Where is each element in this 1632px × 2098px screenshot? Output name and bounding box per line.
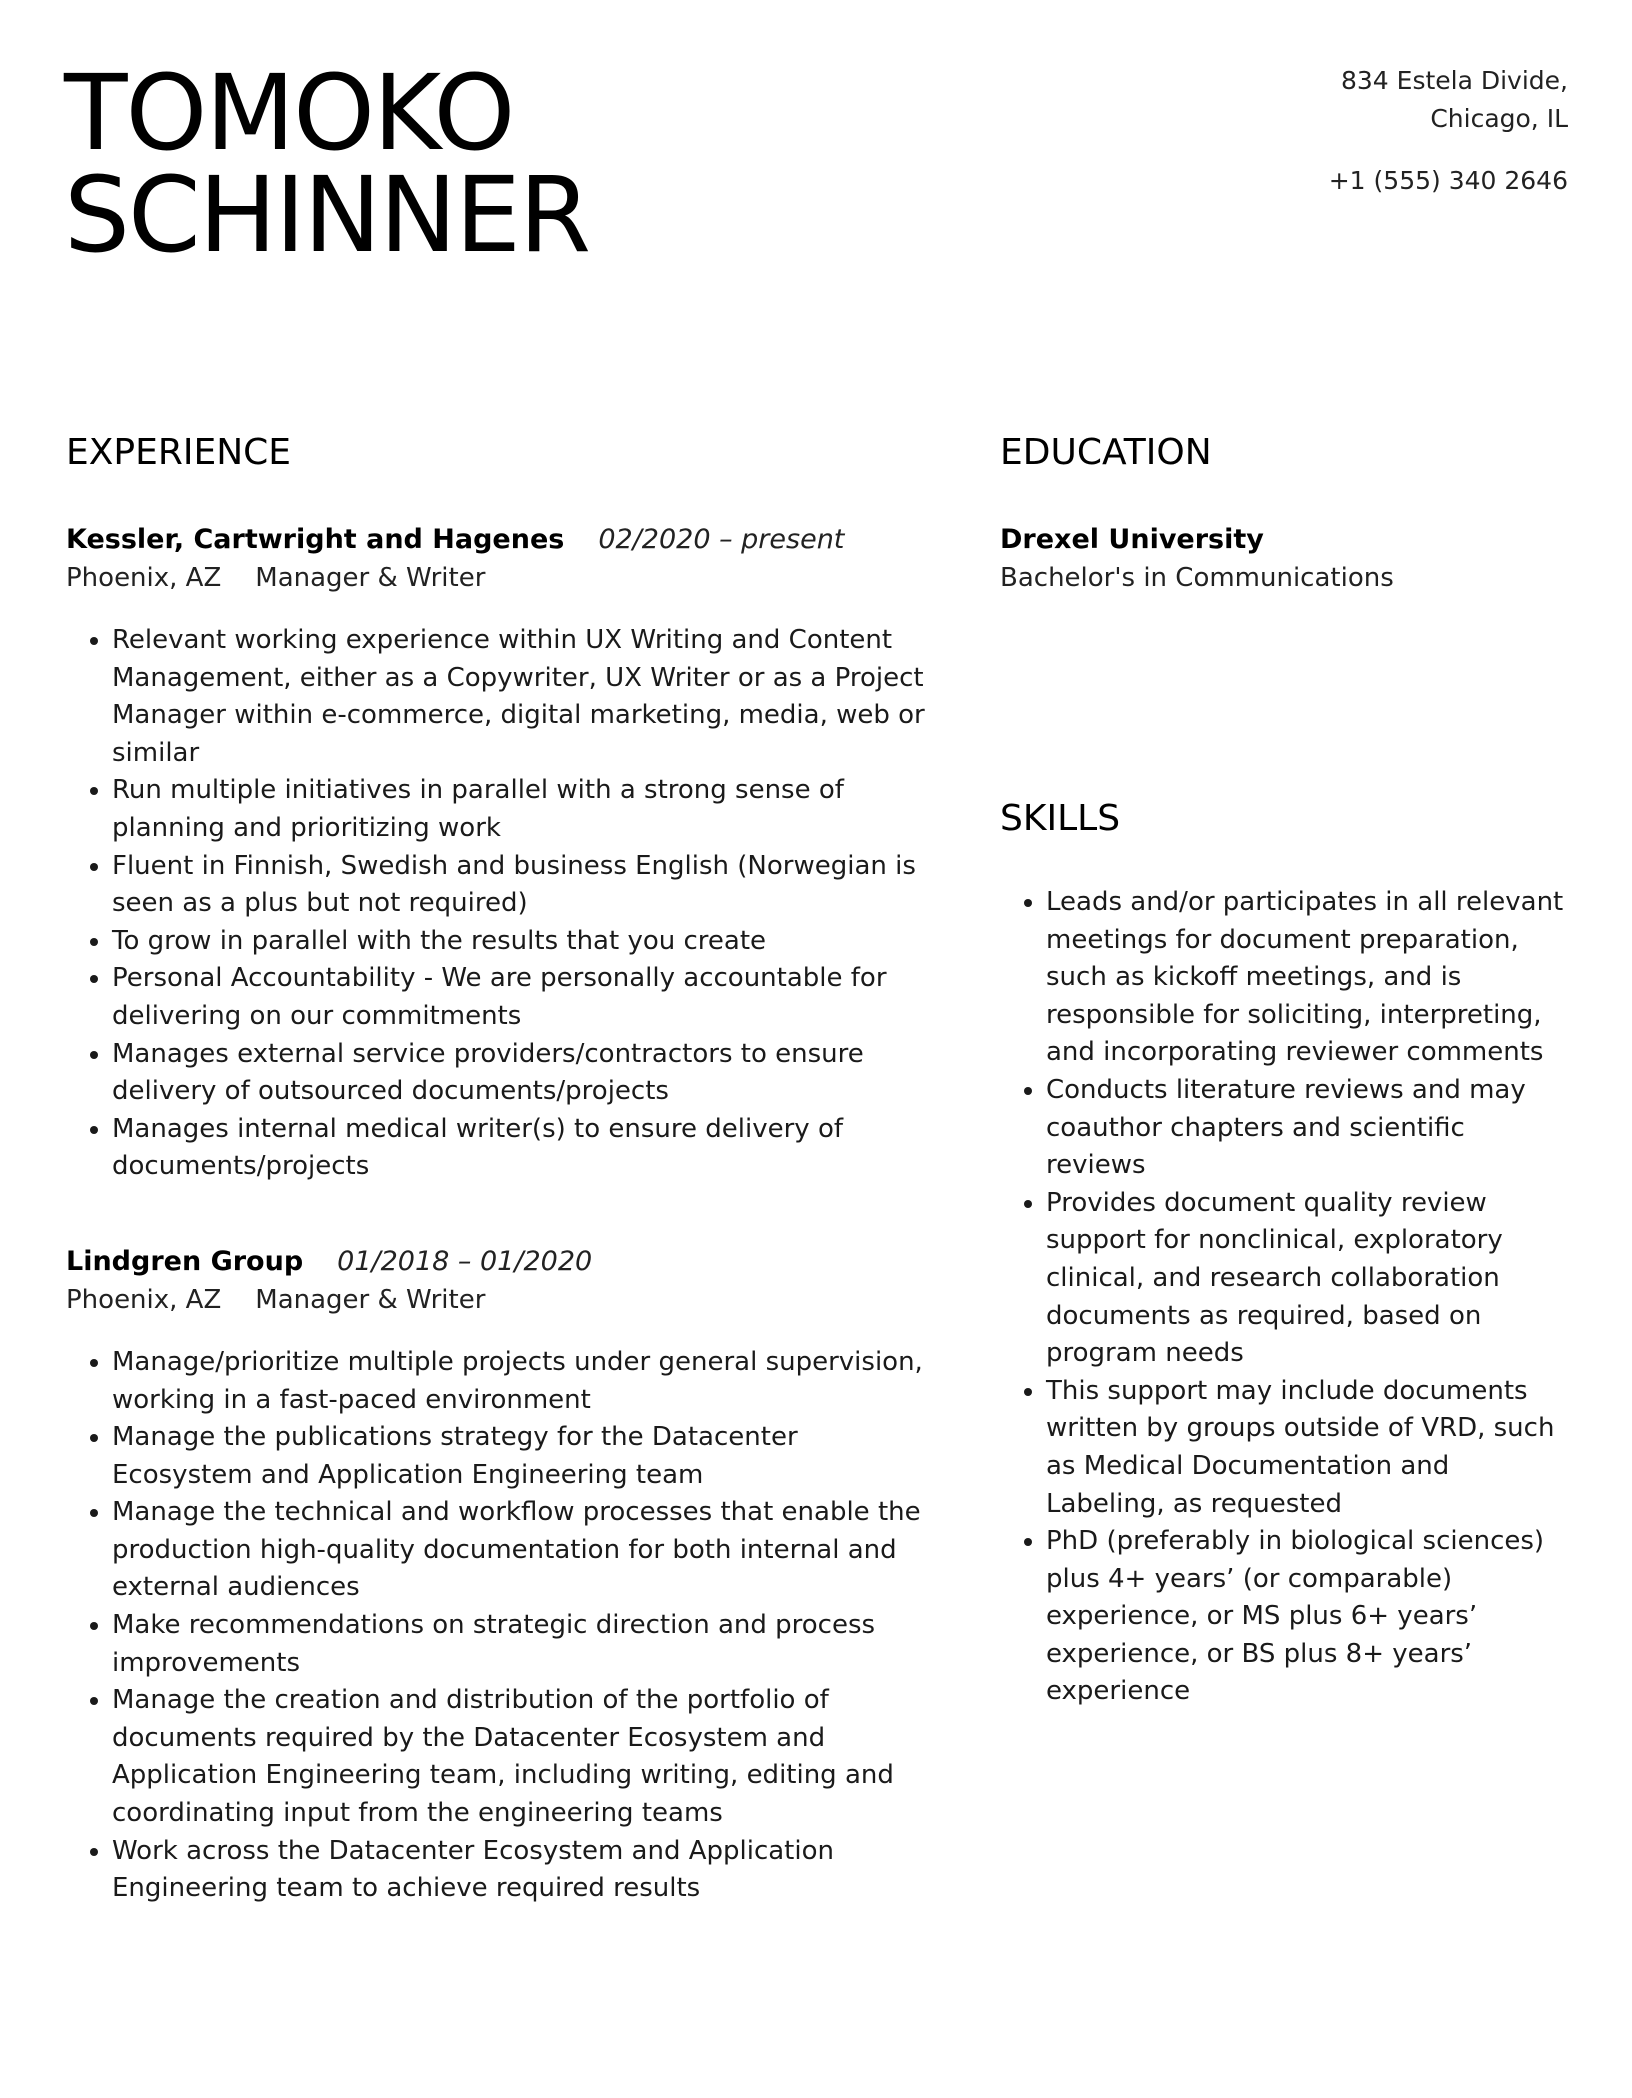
skills-list	[1000, 884, 1570, 1711]
education-degree: Bachelor's in Communications	[1000, 563, 1394, 593]
job-dates: 02/2020 – present	[598, 524, 845, 555]
job-bullets	[66, 622, 946, 1186]
job-entry	[66, 522, 946, 1186]
skill-item: • Leads and/or participates in all relevant meetings for document preparation, such as kickoff meetings, and is responsible for soliciting, interpreting, and incorporating reviewer comments	[1046, 884, 1570, 1072]
phone-number: +1 (555) 340 2646	[1328, 166, 1568, 195]
skill-item: • PhD (preferably in biological sciences) plus 4+ years’ (or comparable) experience, or MS plus 6+ years’ experience, or BS plus 8+ years’ experience	[1046, 1523, 1570, 1711]
job-bullet: • Relevant working experience within UX Writing and Content Management, either as a Copywriter, UX Writer or as a Project Manager within e-commerce, digital marketing, media, web or similar	[112, 622, 946, 772]
job-entry	[66, 1244, 946, 1908]
education-entry	[1000, 522, 1570, 598]
candidate-name	[64, 52, 590, 276]
job-location: Phoenix, AZ	[66, 1284, 222, 1315]
job-bullet: • Work across the Datacenter Ecosystem and Application Engineering team to achieve required results	[112, 1833, 946, 1908]
job-bullet: • Manage the publications strategy for the Datacenter Ecosystem and Application Engineering team	[112, 1419, 946, 1494]
skill-item: • Conducts literature reviews and may coauthor chapters and scientific reviews	[1046, 1072, 1570, 1185]
first-name: TOMOKO	[64, 52, 514, 174]
job-bullet: • Manage/prioritize multiple projects under general supervision, working in a fast-paced environment	[112, 1344, 946, 1419]
skill-item: • Provides document quality review support for nonclinical, exploratory clinical, and research collaboration documents as required, based on program needs	[1046, 1185, 1570, 1373]
job-role: Manager & Writer	[255, 563, 486, 593]
job-bullet: • Fluent in Finnish, Swedish and business English (Norwegian is seen as a plus but not required)	[112, 848, 946, 923]
job-header	[66, 522, 946, 558]
job-header	[66, 1244, 946, 1280]
contact-info	[1148, 62, 1568, 200]
last-name: SCHINNER	[64, 154, 590, 276]
job-bullet: • To grow in parallel with the results that you create	[112, 923, 946, 961]
job-company: Lindgren Group	[66, 1245, 304, 1277]
education-heading: EDUCATION	[1000, 432, 1212, 473]
job-bullets	[66, 1344, 946, 1908]
job-bullet: • Run multiple initiatives in parallel with a strong sense of planning and prioritizing work	[112, 772, 946, 847]
skill-item: • This support may include documents written by groups outside of VRD, such as Medical Documentation and Labeling, as requested	[1046, 1373, 1570, 1523]
address-line-1: 834 Estela Divide,	[1340, 66, 1568, 95]
education-school: Drexel University	[1000, 524, 1264, 555]
job-bullet: • Manages external service providers/contractors to ensure delivery of outsourced documents/projects	[112, 1036, 946, 1111]
education-skills-column	[1000, 428, 1570, 1711]
job-bullet: • Personal Accountability - We are personally accountable for delivering on our commitments	[112, 960, 946, 1035]
experience-column	[66, 428, 946, 1908]
job-bullet: • Make recommendations on strategic direction and process improvements	[112, 1607, 946, 1682]
job-location: Phoenix, AZ	[66, 563, 222, 593]
job-company: Kessler, Cartwright and Hagenes	[66, 524, 565, 555]
job-bullet: • Manage the technical and workflow processes that enable the production high-quality documentation for both internal and external audiences	[112, 1494, 946, 1607]
job-bullet: • Manage the creation and distribution of the portfolio of documents required by the Datacenter Ecosystem and Application Engineering team, including writing, editing and coordinating input from the engineering teams	[112, 1682, 946, 1832]
skills-heading: SKILLS	[1000, 798, 1121, 839]
job-dates: 01/2018 – 01/2020	[337, 1245, 593, 1277]
skills-section	[1000, 794, 1570, 1711]
job-meta	[66, 1280, 946, 1320]
job-meta	[66, 558, 946, 598]
job-bullet: • Manages internal medical writer(s) to ensure delivery of documents/projects	[112, 1111, 946, 1186]
address-line-2: Chicago, IL	[1430, 104, 1568, 133]
experience-heading: EXPERIENCE	[66, 432, 292, 473]
job-role: Manager & Writer	[255, 1284, 486, 1315]
